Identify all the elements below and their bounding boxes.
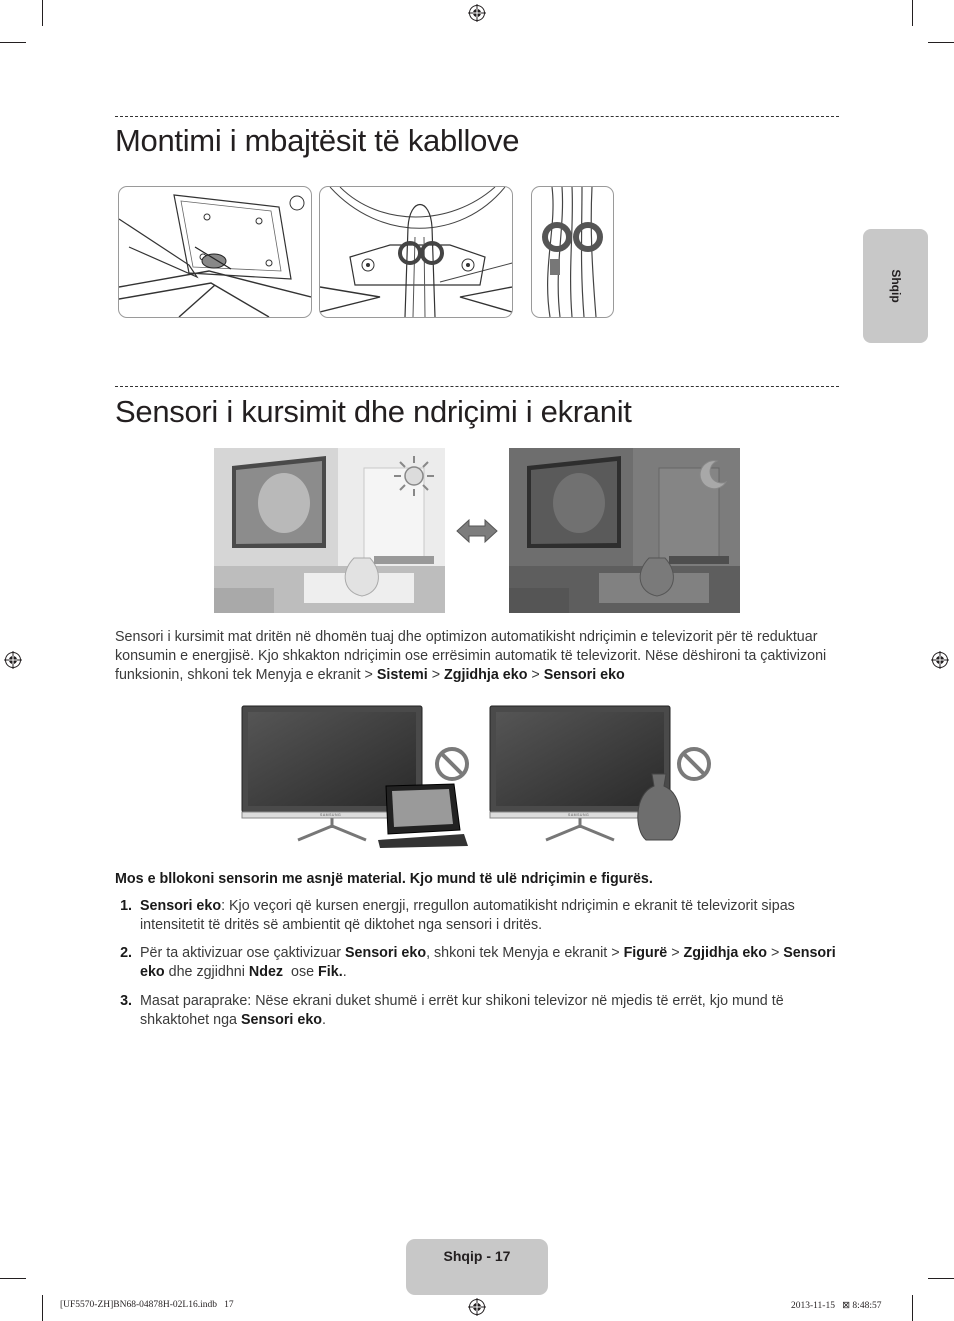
moon-icon (695, 458, 729, 492)
menu-separator: > (527, 667, 544, 683)
menu-path-picture: Figurë (623, 945, 668, 961)
menu-path-system: Sistemi (376, 667, 428, 683)
registration-mark-icon (468, 4, 486, 22)
list-item-text: Masat paraprake: Nëse ekrani duket shumë i errët kur shikoni televizor në mjedis të errët, kjo mund të shkaktohet nga (140, 993, 784, 1028)
list-item-text: . (342, 964, 347, 980)
cable-holder-figure-closeup (531, 186, 614, 318)
menu-separator: > (766, 945, 784, 961)
menu-path-eco-solution: Zgjidhja eko (683, 945, 767, 961)
menu-path-eco-solution: Zgjidhja eko (444, 667, 528, 683)
option-on: Ndez (248, 964, 284, 980)
crop-mark (42, 1295, 43, 1321)
menu-path-eco-sensor: Sensori eko (140, 945, 836, 980)
list-item (115, 944, 840, 982)
list-item (115, 992, 840, 1030)
crop-mark (42, 0, 43, 26)
crop-mark (912, 0, 913, 26)
print-slug-left: [UF5570-ZH]BN68-04878H-02L16.indb 17 (60, 1300, 234, 1310)
double-arrow-icon (455, 517, 499, 545)
page-number: Shqip - 17 (443, 1248, 511, 1264)
list-item-number: 3. (120, 993, 132, 1009)
cable-holder-figure-stand (118, 186, 312, 318)
registration-mark-icon (4, 651, 22, 669)
page-number-tab (406, 1239, 548, 1295)
list-item (115, 897, 840, 935)
tv-blocked-by-vase-image (486, 700, 722, 848)
crop-mark (912, 1295, 913, 1321)
menu-separator: > (667, 945, 684, 961)
crop-mark (928, 42, 954, 43)
registration-mark-icon (931, 651, 949, 669)
eco-sensor-description (115, 628, 840, 685)
registration-mark-icon (468, 1298, 486, 1316)
option-off: Fik. (318, 964, 343, 980)
list-item-text: , shkoni tek Menyja e ekranit > (426, 945, 624, 961)
menu-path-eco-sensor: Sensori eko (543, 667, 625, 683)
list-item-text: dhe zgjidhni (164, 964, 249, 980)
prohibited-icon (676, 746, 712, 782)
list-item-number: 2. (120, 945, 132, 961)
list-item-number: 1. (120, 898, 132, 914)
tv-brand-label: SAMSUNG (568, 813, 590, 817)
bright-room-image (214, 448, 445, 613)
term-eco-sensor: Sensori eko (240, 1012, 323, 1028)
section-title-cable-holder: Montimi i mbajtësit të kabllove (115, 123, 520, 158)
crop-mark (928, 1278, 954, 1279)
section-divider (115, 116, 839, 117)
term-eco-sensor: Sensori eko (140, 898, 222, 914)
cable-holder-figure-detail (319, 186, 513, 318)
list-item-text: ose (283, 964, 319, 980)
section-title-eco-sensor: Sensori i kursimit dhe ndriçimi i ekranit (115, 394, 632, 429)
description-text: Sensori i kursimit mat dritën në dhomën tuaj dhe optimizon automatikisht ndriçimin e televizorit për të reduktuar konsumin e energjisë. Kjo shkakton ndriçimin ose errësimin automatik të televizorit. Nëse dëshironi ta çaktivizoni funksionin, shkoni tek Menyja e ekranit > (115, 629, 827, 683)
sun-icon (392, 454, 436, 498)
language-tab-label: Shqip (888, 269, 903, 303)
list-item-text: : Kjo veçori që kursen energji, rregullon automatikisht ndriçimin e ekranit të televizorit sipas intensitetit të dritës së ambientit që diktohet nga sensori i dritës. (140, 898, 795, 933)
dark-room-image (509, 448, 740, 613)
menu-separator: > (427, 667, 445, 683)
section-divider (115, 386, 839, 387)
crop-mark (0, 42, 26, 43)
tv-brand-label: SAMSUNG (320, 813, 342, 817)
list-item-text: . (322, 1012, 326, 1028)
language-tab (863, 229, 928, 343)
list-item-text: Për ta aktivizuar ose çaktivizuar (140, 945, 346, 961)
print-slug-right: 2013-11-15 ⊠ 8:48:57 (791, 1301, 882, 1311)
crop-mark (0, 1278, 26, 1279)
tv-blocked-by-frame-image (238, 700, 474, 848)
warning-text: Mos e bllokoni sensorin me asnjë material. Kjo mund të ulë ndriçimin e figurës. (115, 871, 653, 887)
term-eco-sensor: Sensori eko (345, 945, 427, 961)
prohibited-icon (434, 746, 470, 782)
